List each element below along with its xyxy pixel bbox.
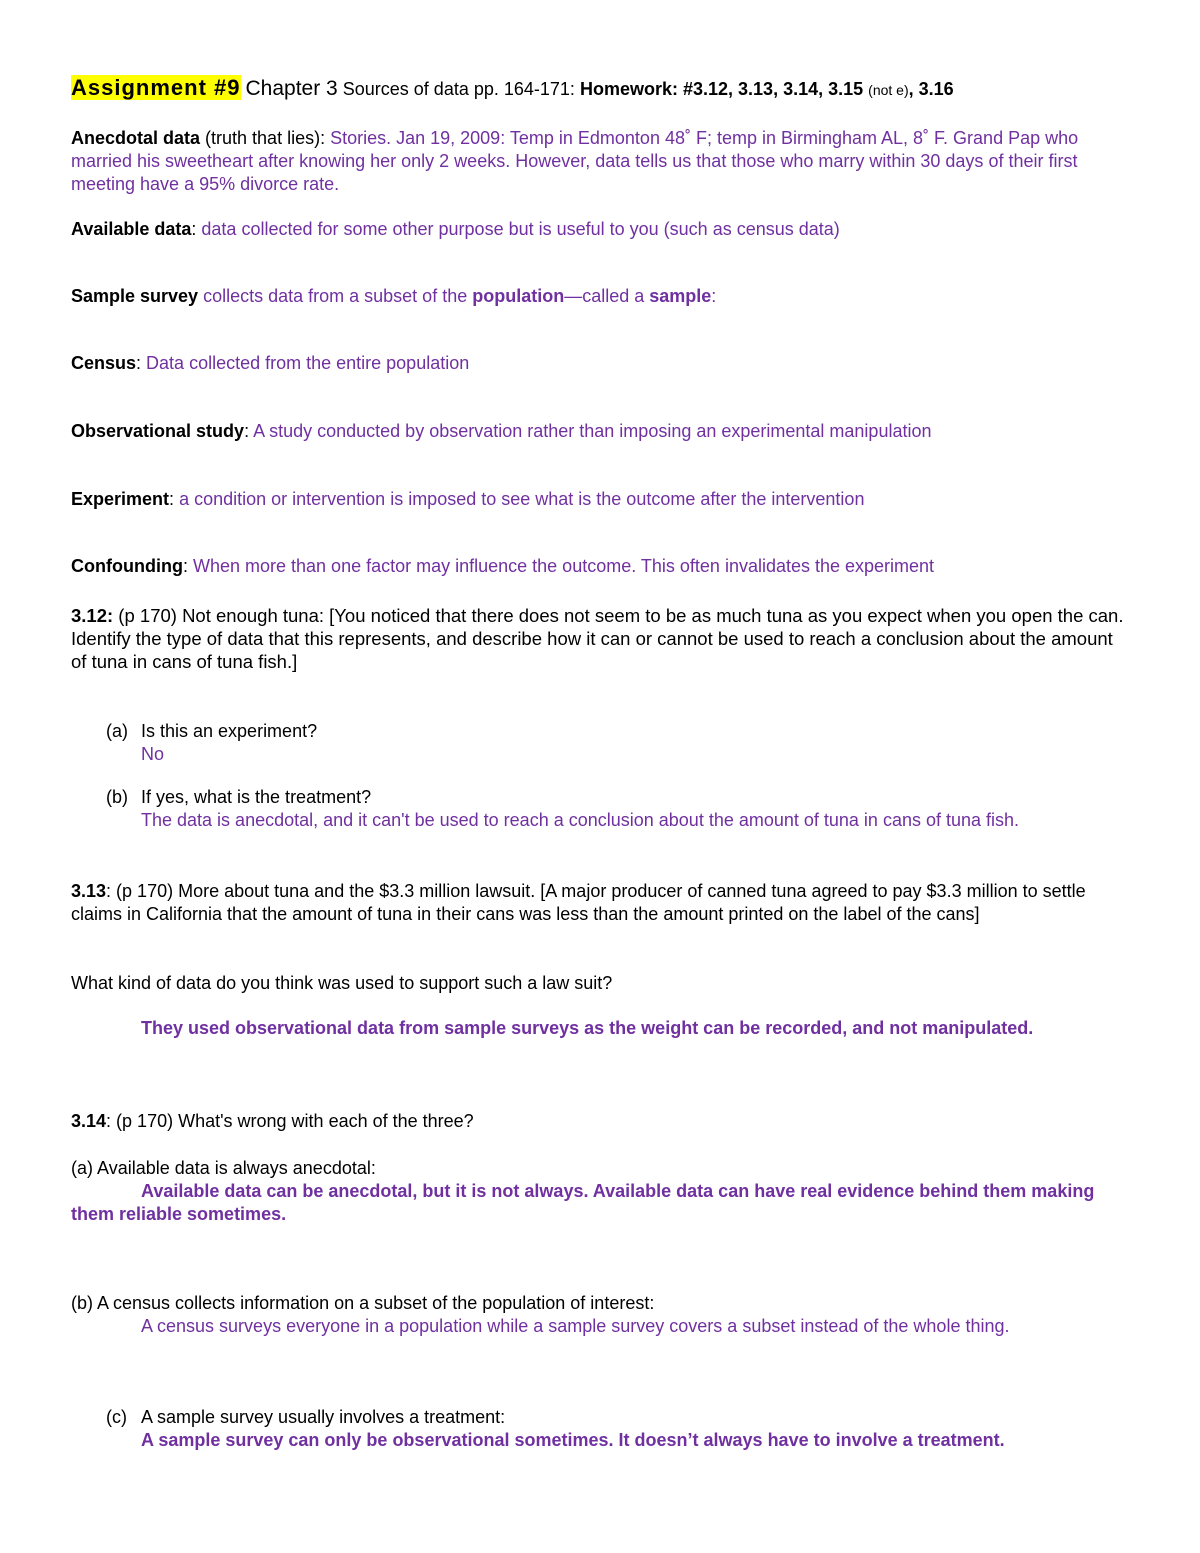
sample-colon: : [711,286,717,306]
sample-survey-definition [71,285,1131,308]
question-3-14-a: (a) Available data is always anecdotal: [71,1158,376,1178]
answer-3-12-b: The data is anecdotal, and it can't be used to reach a conclusion about the amount of tuna in cans of tuna fish. [141,810,1020,830]
question-3-12-text: (p 170) Not enough tuna: [You noticed that there does not seem to be as much tuna as you expect when you open the can. Identify the type of data that this represents, and describe how it can or cannot be used to reach a conclusion about the amount of tuna in cans of tuna fish.] [71,605,1124,672]
answer-3-13: They used observational data from sample surveys as the weight can be recorded, and not manipulated. [141,1018,1034,1038]
homework-last: , 3.16 [908,79,954,99]
census-definition [71,352,1131,375]
question-3-14-number: 3.14 [71,1111,107,1131]
sample-text-b: —called a [564,286,650,306]
confounding-term: Confounding [71,556,183,576]
sources-label: Sources of data pp. 164-171: [342,79,575,99]
question-3-13 [71,880,1131,926]
sample-term: Sample survey [71,286,199,306]
census-text: Data collected from the entire population [146,353,470,373]
question-3-12-a [106,720,1136,743]
available-definition [71,218,1131,241]
confounding-text: When more than one factor may influence the outcome. This often invalidates the experiment [192,556,935,576]
question-3-12 [71,604,1131,673]
colon: : [244,421,254,441]
colon: : [169,489,180,509]
confounding-definition [71,555,1131,578]
question-3-14 [71,1110,1131,1133]
answer-3-14-a: Available data can be anecdotal, but it is not always. Available data can have real evidence behind them making them reliable sometimes. [71,1181,1095,1224]
colon: : [182,556,193,576]
chapter-label: Chapter 3 [245,77,338,100]
available-term: Available data [71,219,192,239]
experiment-text: a condition or intervention is imposed to see what is the outcome after the intervention [179,489,865,509]
answer-3-12-a: No [141,744,165,764]
experiment-term: Experiment [71,489,170,509]
colon: : [136,353,147,373]
answer-3-14-b: A census surveys everyone in a population while a sample survey covers a subset instead of the whole thing. [141,1316,1010,1336]
sample-word: sample [649,286,712,306]
question-3-12-number: 3.12: [71,605,114,626]
question-3-12-a-text: Is this an experiment? [141,721,318,741]
anecdotal-paren: (truth that lies): [200,128,331,148]
anecdotal-text: Stories. Jan 19, 2009: Temp in Edmonton 48˚ F; temp in Birmingham AL, 8˚ F. Grand Pap who married his sweetheart after knowing her only 2 weeks. However, data tells us that those who marry within 30 days of their first meeting have a 95% divorce rate. [71,128,1079,194]
question-3-13-text: : (p 170) More about tuna and the $3.3 million lawsuit. [A major producer of canned tuna agreed to pay $3.3 million to settle claims in California that the amount of tuna in their cans was less than the amount printed on the label of the cans] [71,881,1086,924]
answer-3-14-c: A sample survey can only be observational sometimes. It doesn’t always have to involve a treatment. [141,1430,1005,1450]
assignment-title: Assignment #9 [71,75,241,100]
sample-text-a: collects data from a subset of the [198,286,473,306]
observational-term: Observational study [71,421,245,441]
question-3-14-b: (b) A census collects information on a subset of the population of interest: [71,1293,655,1313]
assignment-header [71,74,1131,104]
question-3-12-b-text: If yes, what is the treatment? [141,787,372,807]
sample-population: population [472,286,565,306]
not-e-note: (not e) [868,82,909,98]
label-c: (c) [106,1407,127,1427]
experiment-definition [71,488,1131,511]
anecdotal-definition [71,127,1131,196]
question-3-14-text: : (p 170) What's wrong with each of the three? [106,1111,474,1131]
question-3-13-prompt: What kind of data do you think was used to support such a law suit? [71,973,613,993]
colon: : [191,219,202,239]
homework-list: #3.12, 3.13, 3.14, 3.15 [682,79,864,99]
question-3-14-c [106,1406,1136,1429]
available-text: data collected for some other purpose but is useful to you (such as census data) [201,219,840,239]
question-3-12-b [106,786,1136,809]
observational-text: A study conducted by observation rather than imposing an experimental manipulation [253,421,932,441]
question-3-13-number: 3.13 [71,881,107,901]
label-b: (b) [106,787,128,807]
question-3-14-c-text: A sample survey usually involves a treatment: [141,1407,506,1427]
census-term: Census [71,353,137,373]
label-a: (a) [106,721,128,741]
observational-definition [71,420,1131,443]
anecdotal-term: Anecdotal data [71,128,201,148]
homework-label: Homework: [579,79,678,99]
